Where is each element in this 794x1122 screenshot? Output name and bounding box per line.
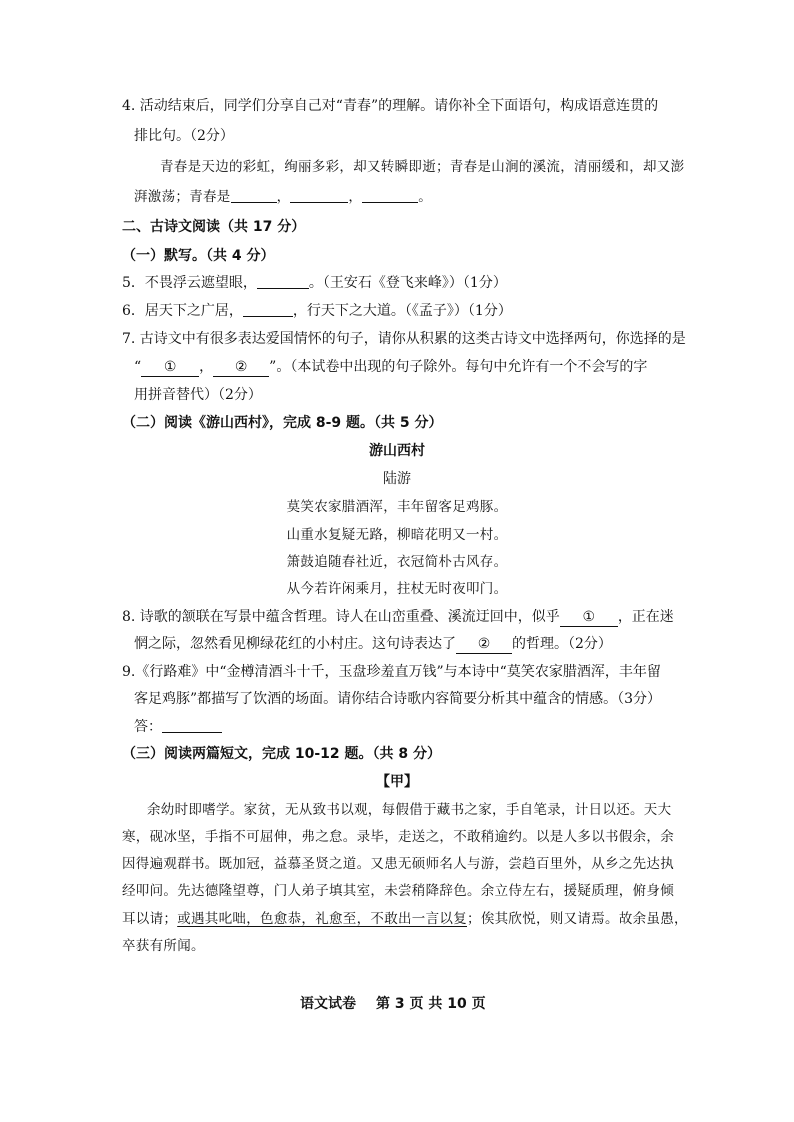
q6-text: 6．居天下之广居， (122, 303, 243, 319)
answer-blank[interactable] (231, 188, 277, 203)
q6 (122, 300, 512, 322)
passage-line: 因得遍观群书。既加冠，益慕圣贤之道。又患无硕师名人与游，尝趋百里外，从乡之先达执 (122, 856, 674, 872)
part2-title: （二）阅读《游山西村》，完成 8-9 题。（共 5 分） (122, 415, 443, 431)
passage-line: 余幼时即嗜学。家贫，无从致书以观，每假借于藏书之家，手自笔录，计日以还。天大 (147, 802, 672, 818)
poem-title: 游山西村 (369, 443, 425, 459)
answer-blank-1[interactable]: ① (141, 358, 199, 377)
q8-text: ，正在迷 (617, 609, 674, 625)
q8-line2 (134, 633, 612, 655)
answer-blank-2[interactable]: ② (456, 635, 512, 654)
q5-source: 。（王安石《登飞来峰》）（1分） (308, 275, 507, 291)
passage-text: ；俟其欣悦，则又请焉。故余虽愚， (467, 911, 688, 927)
q7-line2 (134, 356, 647, 378)
q7-line1: 7. 古诗文中有很多表达爱国情怀的句子，请你从积累的这类古诗文中选择两句，你选择的是 (122, 331, 686, 347)
footer-page-number: 第 3 页 共 10 页 (376, 996, 486, 1012)
answer-blank[interactable] (290, 188, 348, 203)
separator: ， (348, 189, 363, 205)
q5-text: 5．不畏浮云遮望眼， (122, 275, 257, 291)
q4-line1: 4. 活动结束后，同学们分享自己对“青春”的理解。请你补全下面语句，构成语意连贯的 (122, 98, 659, 114)
separator: ， (276, 189, 291, 205)
q6-source: ，行天下之大道。（《孟子》）（1分） (292, 303, 512, 319)
passage-title: 【甲】 (376, 774, 418, 790)
q8-text: 的哲理。（2分） (512, 636, 612, 652)
q7-note: ”。（本试卷中出现的句子除外。每句中允许有一个不会写的字 (269, 359, 648, 375)
q7-line3: 用拼音替代）（2分） (134, 387, 262, 403)
passage-line (122, 908, 688, 930)
poem-line: 莫笑农家腊酒浑，丰年留客足鸡豚。 (286, 499, 508, 515)
q4-line2: 排比句。（2分） (134, 128, 234, 144)
q4-quote-line2 (134, 186, 432, 208)
q5 (122, 272, 507, 294)
answer-blank[interactable] (162, 718, 222, 733)
separator: ， (199, 359, 214, 375)
part3-title: （三）阅读两篇短文，完成 10-12 题。（共 8 分） (122, 746, 442, 762)
passage-line: 卒获有所闻。 (122, 938, 205, 954)
answer-blank[interactable] (243, 302, 293, 317)
q8-text: 惘之际，忽然看见柳绿花红的小村庄。这句诗表达了 (134, 636, 456, 652)
poem-line: 从今若许闲乘月，拄杖无时夜叩门。 (286, 581, 508, 597)
q8-line1 (122, 606, 674, 628)
passage-line: 寒，砚冰坚，手指不可屈伸，弗之怠。录毕，走送之，不敢稍逾约。以是人多以书假余，余 (122, 829, 674, 845)
answer-blank[interactable] (257, 274, 309, 289)
answer-blank-2[interactable]: ② (213, 358, 269, 377)
end-mark: 。 (418, 189, 433, 205)
q8-text: 8. 诗歌的颔联在写景中蕴含哲理。诗人在山峦重叠、溪流迂回中，似乎 (122, 609, 560, 625)
answer-blank[interactable] (362, 188, 418, 203)
q9-line1: 9.《行路难》中“金樽清酒斗十千，玉盘珍羞直万钱”与本诗中“莫笑农家腊酒浑，丰年留 (122, 664, 661, 680)
passage-line: 经叩问。先达德隆望尊，门人弟子填其室，未尝稍降辞色。余立侍左右，援疑质理，俯身倾 (122, 883, 674, 899)
q4-quote-text: 湃激荡；青春是 (134, 189, 231, 205)
q4-quote-line1: 青春是天边的彩虹，绚丽多彩，却又转瞬即逝；青春是山涧的溪流，清丽缓和，却又澎 (160, 159, 685, 175)
section-title: 二、古诗文阅读（共 17 分） (122, 219, 306, 235)
poem-line: 箫鼓追随春社近，衣冠简朴古风存。 (286, 554, 508, 570)
footer-subject: 语文试卷 (300, 996, 356, 1012)
open-quote: “ (134, 359, 142, 375)
footer (300, 993, 486, 1015)
answer-label: 答： (134, 719, 162, 735)
underlined-sentence: 或遇其叱咄，色愈恭，礼愈至，不敢出一言以复 (177, 911, 468, 927)
q9-answer (134, 716, 222, 738)
part1-title: （一）默写。（共 4 分） (122, 248, 275, 264)
passage-text: 耳以请； (122, 911, 178, 927)
poem-author: 陆游 (383, 471, 411, 487)
answer-blank-1[interactable]: ① (560, 608, 618, 627)
q9-line2: 客足鸡豚”都描写了饮酒的场面。请你结合诗歌内容简要分析其中蕴含的情感。（3分） (134, 691, 662, 707)
poem-line: 山重水复疑无路，柳暗花明又一村。 (286, 527, 508, 543)
